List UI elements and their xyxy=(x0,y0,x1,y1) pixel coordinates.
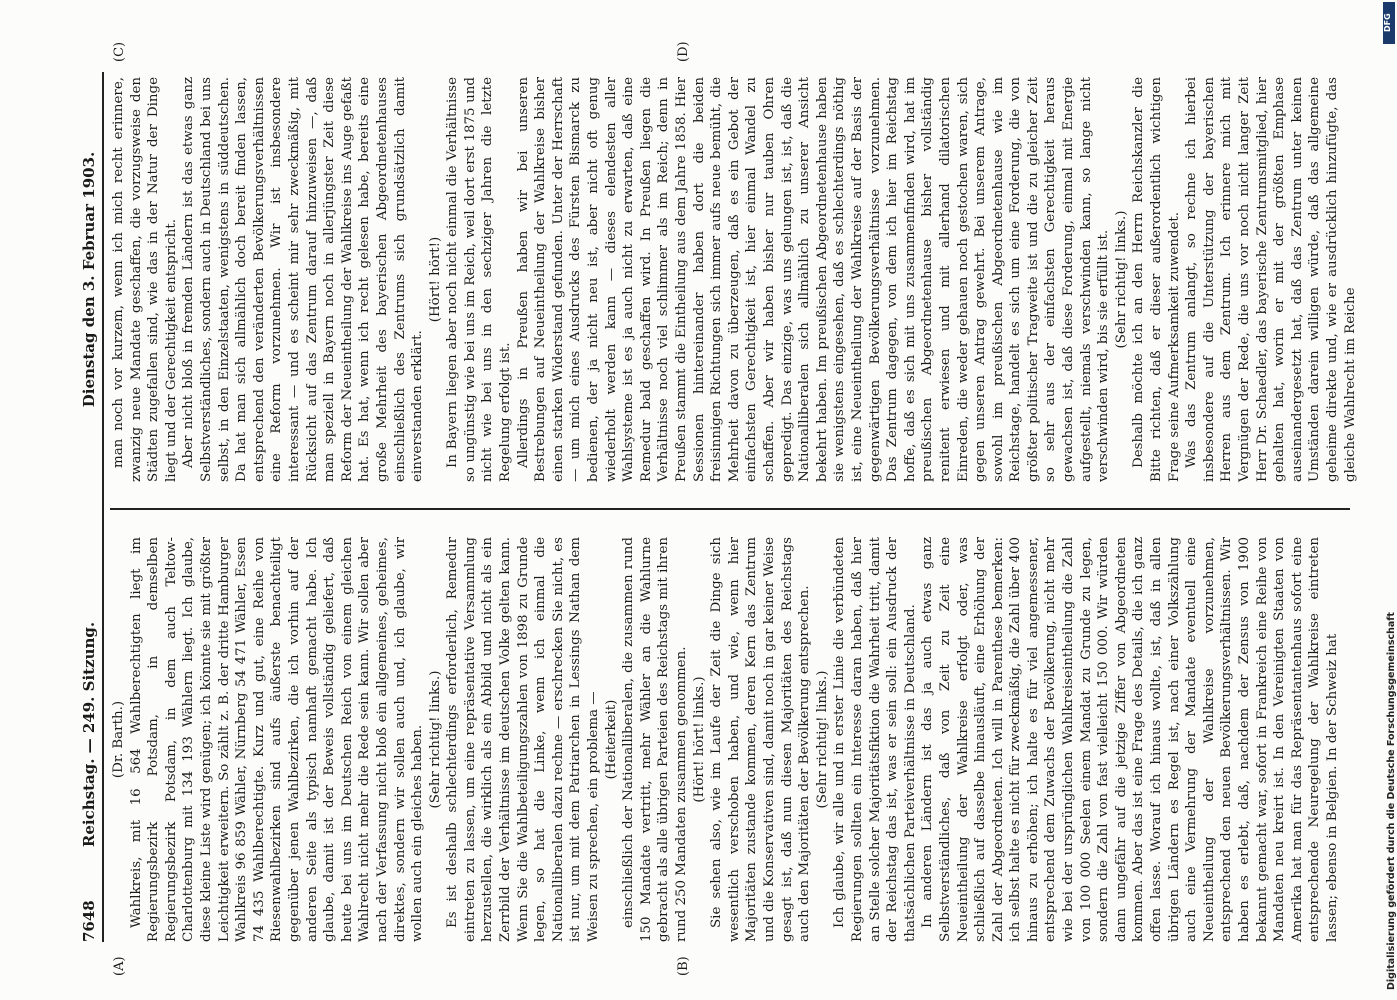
page-header xyxy=(76,72,104,942)
attribution-text: Digitalisierung gefördert durch die Deutsche Forschungsgemeinschaft xyxy=(1386,612,1397,990)
paragraph: man noch vor kurzem, wenn ich mich recht erinnere, zwanzig neue Mandate geschaffen, die vorzugsweise den Städten zugefallen sind, wie das in der Natur der Dinge liegt und der Gerechtigkeit entspricht. xyxy=(111,77,179,482)
paragraph: einschließlich der Nationalliberalen, die zusammen rund 150 Mandate vertritt, mehr Wähler an die Wahlurne gebracht als alle übrigen Parteien des Reichstags mit ihren rund 250 Mandaten zusammen genommen. xyxy=(621,537,689,942)
paragraph: Sie sehen also, wie im Laufe der Zeit die Dinge sich wesentlich verschoben haben, und wie, wenn hier Majoritäten zustande kommen, deren Kern das Zentrum und die Konservativen sind, damit noch in gar keiner Weise gesagt ist, daß nun diesen Majoritäten des Reichstags auch den Majoritäten der Bevölkerung entsprechen. xyxy=(709,537,813,942)
paragraph: Deshalb möchte ich an den Herrn Reichskanzler die Bitte richten, daß er dieser außerordentlich wichtigen Frage seine Aufmerksamkeit zuwendet. xyxy=(1131,77,1182,482)
interjection: (Sehr richtig! links.) xyxy=(427,670,443,809)
interjection: (Hört! hört!) xyxy=(427,236,443,323)
interjection: (Heiterkeit) xyxy=(603,699,619,780)
paragraph: Wahlkreis, mit 16 564 Wahlberechtigten liegt im Regierungsbezirk Potsdam, in demselben Regierungsbezirk Potsdam, in dem auch Teltow-Charlottenburg mit 134 193 Wählern liegt. Ich glaube, diese kleine Liste wird genügen; ich könnte sie mit größter Leichtigkeit erweitern. So zählt z. B. der dritte Hamburger Wahlkreis 96 859 Wähler, Nürnberg 54 471 Wähler, Essen 74 435 Wahlberechtigte. Kurz und gut, eine Reihe von Riesenwahlbezirken sind aufs äußerste benachteiligt gegenüber jenen Wahlbezirken, die ich vorhin auf der anderen Seite als typisch namhaft gemacht habe. Ich glaube, damit ist der Beweis vollständig geliefert, daß heute bei uns im Deutschen Reich von einem gleichen Wahlrecht nicht mehr die Rede sein kann. Wir sollen aber nach der Verfassung nicht bloß ein allgemeines, geheimes, direktes, sondern wir sollen auch und, ich glaube, wir wollen auch ein gleiches haben. xyxy=(128,537,426,942)
dfg-logo-icon: DFG xyxy=(1383,2,1395,44)
interjection: (Sehr richtig! links.) xyxy=(1113,210,1129,349)
rotated-sheet xyxy=(76,41,1366,976)
right-column xyxy=(110,77,1358,482)
interjection: (Hört! hört! links.) xyxy=(691,676,707,803)
paragraph: Was das Zentrum anlangt, so rechne ich hierbei insbesondere auf die Unterstützung der bayerischen Herren aus dem Zentrum. Ich erinnere mich mit Vergnügen der Rede, die uns vor noch nicht langer Zeit Herr Dr. Schaedler, das bayerische Zentrumsmitglied, hier gehalten hat, worin er mit der größten Emphase auseinandergesetzt hat, daß das Zentrum unter keinen Umständen darein willigen würde, daß das allgemeine geheime direkte und, wie er ausdrücklich hinzufügte, das gleiche Wahlrecht im Reiche xyxy=(1184,77,1358,482)
margin-mark-b: (B) xyxy=(676,956,691,976)
session-date: Dienstag den 3. Februar 1903. xyxy=(80,151,98,408)
paragraph: In anderen Ländern ist das ja auch etwas ganz Selbstverständliches, daß von Zeit zu Zeit eine Neueintheilung der Wahlkreise erfolgt oder, was schließlich auf dasselbe hinausläuft, eine Erhöhung der Zahl der Abgeordneten. Ich will in Parenthese bemerken: ich selbst halte es nicht für zweckmäßig, die Zahl über 400 hinaus zu erhöhen; ich halte es für viel angemessener, entsprechend dem Zuwachs der Bevölkerung, nicht mehr wie bei der ursprünglichen Wahlkreiseintheilung die Zahl von 100 000 Seelen einem Mandat zu Grunde zu legen, sondern die Zahl von fast vielleicht 150 000. Wir würden dann ungefähr auf die jetzige Ziffer von Abgeordneten kommen. Aber das ist eine Frage des Details, die ich ganz offen lasse. Worauf ich hinaus wollte, ist, daß in allen übrigen Ländern es Regel ist, nach einer Volkszählung auch eine Vermehrung der Mandate eventuell eine Neueintheilung der Wahlkreise vorzunehmen, entsprechend den neuen Bevölkerungsverhältnissen. Wir haben es erlebt, daß, nachdem der Zensus von 1900 bekannt gemacht war, sofort in Frankreich eine Reihe von Mandaten neu kreirt ist. In den Vereinigten Staaten von Amerika hat man für das Repräsentantenhaus sofort eine entsprechende Neuregelung der Wahlkreise eintreten lassen; ebenso in Belgien. In der Schweiz hat xyxy=(920,537,1340,942)
session-title: Reichstag. — 249. Sitzung. xyxy=(80,621,98,848)
column-divider xyxy=(110,508,1350,510)
paragraph: Ich glaube, wir alle und in erster Linie die verbündeten Regierungen sollten ein Interesse daran haben, daß hier an Stelle solcher Majoritätsfiktion die Wahrheit tritt, damit der Reichstag das ist, was er sein soll: ein Ausdruck der thatsächlichen Parteiverhältnisse in Deutschland. xyxy=(832,537,918,942)
page-number: 7648 xyxy=(80,900,98,942)
speaker-name: (Dr. Barth.) xyxy=(111,700,126,779)
interjection: (Sehr richtig! links.) xyxy=(814,670,830,809)
margin-mark-a: (A) xyxy=(112,956,127,976)
paragraph: Aber nicht bloß in fremden Ländern ist das etwas ganz Selbstverständliches, sondern auch in Deutschland bei uns selbst, in den Einzelstaaten, wenigstens in süddeutschen. Da hat man sich allmählich doch bereit finden lassen, entsprechend den veränderten Bevölkerungsverhältnissen eine Reform vorzunehmen. Wir ist insbesondere interessant — und es scheint mir sehr zweckmäßig, mit Rücksicht auf das Zentrum darauf hinzuweisen —, daß man speziell in Bayern noch in allerjüngster Zeit diese Reform der Neueintheilung der Wahlkreise ins Auge gefaßt hat. Es hat, wenn ich recht gelesen habe, bereits eine große Mehrheit des bayerischen Abgeordnetenhauses einschließlich des Zentrums sich grundsätzlich damit einverstanden erklärt. xyxy=(181,77,426,482)
paragraph: Es ist deshalb schlechterdings erforderlich, Remedur eintreten zu lassen, um eine repräsentative Versammlung herzustellen, die wirklich als ein Abbild und nicht als ein Zerrbild der Verhältnisse im deutschen Volke gelten kann. Wenn Sie die Wahlbeteiligungszahlen von 1898 zu Grunde legen, so hat die Linke, wenn ich einmal die Nationalliberalen dazu rechne — erschrecken Sie nicht, es ist nur, um mit dem Patriarchen in Lessings Nathan dem Weisen zu sprechen, ein problema — xyxy=(445,537,602,942)
paragraph: Allerdings in Preußen haben wir bei unseren Bestrebungen auf Neueintheilung der Wahlkreise bisher einen starken Widerstand gefunden. Unter der Herrschaft — um mich eines Ausdrucks des Fürsten Bismarck zu bedienen, der ja nicht neu ist, aber nicht oft genug wiederholt werden kann — dieses elendesten aller Wahlsysteme ist es ja auch nicht zu erwarten, daß eine Remedur bald geschaffen wird. In Preußen liegen die Verhältnisse noch viel schlimmer als im Reich; denn in Preußen stammt die Eintheilung aus dem Jahre 1858. Hier Sessionen hintereinander haben dort die beiden freisinnigen Richtungen sich immer aufs neue bemüht, die Mehrheit davon zu überzeugen, daß es ein Gebot der einfachsten Gerechtigkeit ist, hier einmal Wandel zu schaffen. Aber wir haben bisher nur tauben Ohren gepredigt. Das einzige, was uns gelungen ist, ist, daß die Nationalliberalen sich allmählich zu unserer Ansicht bekehrt haben. Im preußischen Abgeordnetenhause haben sie wenigstens eingesehen, daß es schlechterdings nöthig ist, eine Neueintheilung der Wahlkreise auf der Basis der gegenwärtigen Bevölkerungsverhältnisse vorzunehmen. Das Zentrum dagegen, von dem ich hier im Reichstag hoffe, daß es sich mit uns zusammenfinden wird, hat im preußischen Abgeordnetenhause bisher vollständig renitent erwiesen und mit allerhand dilatorischen Einreden, die weder gehauen noch gestochen waren, sich gegen unseren Antrag gewehrt. Bei unserem Antrage, sowohl im preußischen Abgeordnetenhause wie im Reichstage, handelt es sich um eine Forderung, die von größter politischer Tragweite ist und die zu gleicher Zeit so sehr aus der einfachsten Gerechtigkeit heraus gewachsen ist, daß diese Forderung, einmal mit Energie aufgestellt, niemals verschwinden kann, so lange nicht verschwinden wird, bis sie erfüllt ist. xyxy=(515,77,1112,482)
paragraph: In Bayern liegen aber noch nicht einmal die Verhältnisse so ungünstig wie bei uns im Reich, weil dort erst 1875 und nicht wie bei uns in den sechziger Jahren die letzte Regelung erfolgt ist. xyxy=(445,77,514,482)
left-column xyxy=(110,537,1350,942)
margin-mark-c: (C) xyxy=(112,41,127,62)
margin-mark-d: (D) xyxy=(676,41,691,62)
